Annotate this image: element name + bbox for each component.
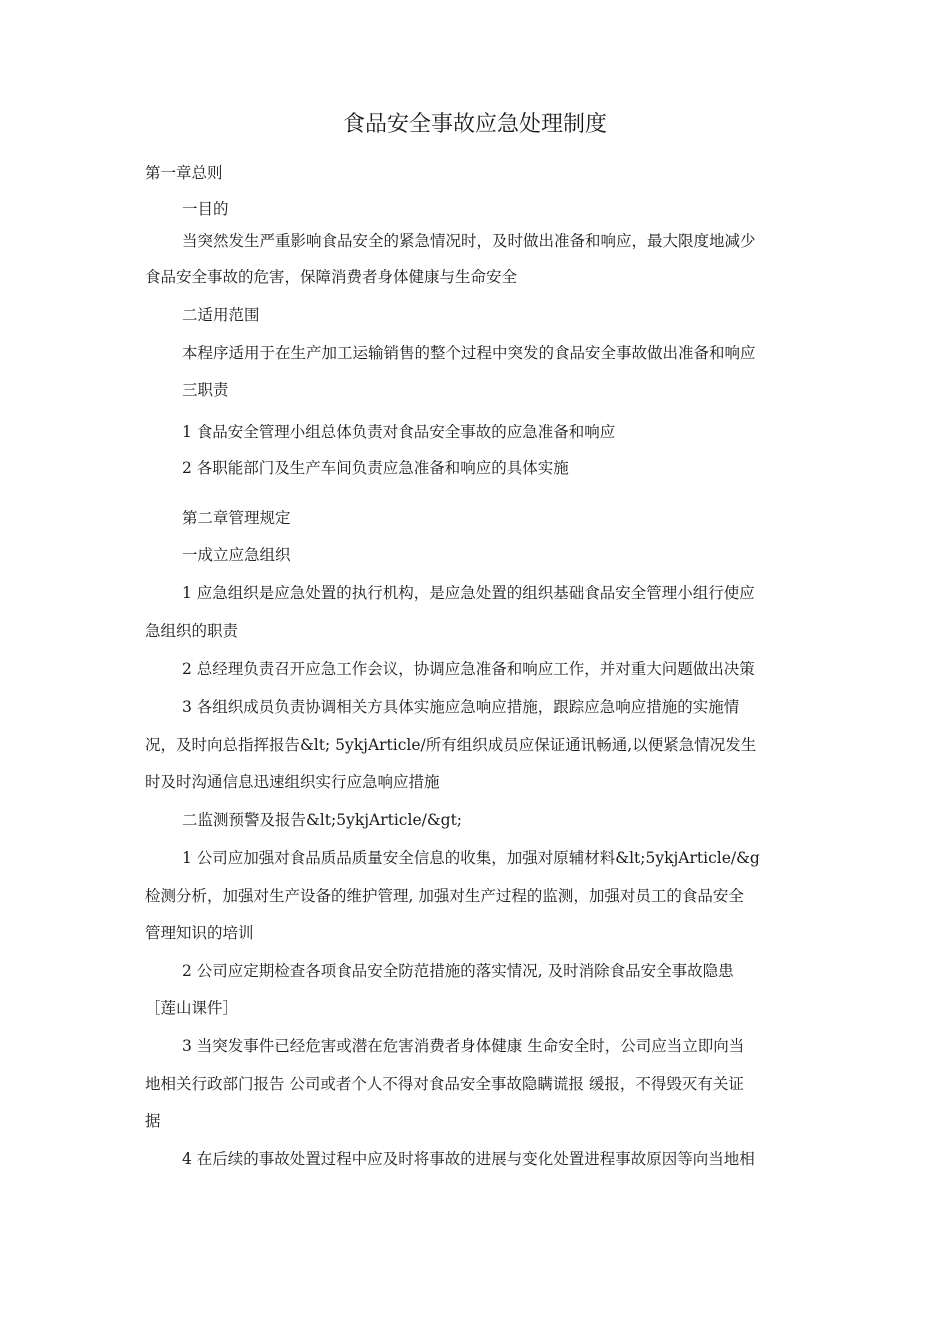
- paragraph-line: 2 公司应定期检查各项食品安全防范措施的落实情况, 及时消除食品安全事故隐患: [182, 962, 734, 980]
- chapter-heading: 第一章总则: [145, 164, 223, 182]
- paragraph-line: 1 公司应加强对食品质品质量安全信息的收集，加强对原辅材料&lt;5ykjArticle/&g: [182, 849, 760, 867]
- paragraph-line: 1 应急组织是应急处置的执行机构，是应急处置的组织基础食品安全管理小组行使应: [182, 584, 755, 602]
- paragraph-line: 当突然发生严重影响食品安全的紧急情况时，及时做出准备和响应，最大限度地减少: [182, 232, 756, 250]
- section-heading: 二适用范围: [182, 306, 260, 324]
- paragraph-line: 食品安全事故的危害，保障消费者身体健康与生命安全: [145, 268, 518, 286]
- section-heading: 二监测预警及报告&lt;5ykjArticle/&gt;: [182, 811, 463, 829]
- paragraph-line: 本程序适用于在生产加工运输销售的整个过程中突发的食品安全事故做出准备和响应: [182, 344, 756, 362]
- paragraph-line: 3 当突发事件已经危害或潜在危害消费者身体健康 生命安全时，公司应当立即向当: [182, 1037, 745, 1055]
- section-heading: 三职责: [182, 381, 229, 399]
- paragraph-line: 地相关行政部门报告 公司或者个人不得对食品安全事故隐瞒谎报 缓报，不得毁灭有关证: [145, 1075, 744, 1093]
- paragraph-line: 况，及时向总指挥报告&lt; 5ykjArticle/所有组织成员应保证通讯畅通,以便紧急情况发生: [145, 736, 757, 754]
- paragraph-line: 2 各职能部门及生产车间负责应急准备和响应的具体实施: [182, 459, 569, 477]
- document-title: 食品安全事故应急处理制度: [342, 112, 607, 137]
- paragraph-line: 时及时沟通信息迅速组织实行应急响应措施: [145, 773, 440, 791]
- paragraph-line: ［莲山课件］: [145, 999, 239, 1017]
- chapter-heading: 第二章管理规定: [182, 509, 291, 527]
- paragraph-line: 4 在后续的事故处置过程中应及时将事故的进展与变化处置进程事故原因等向当地相: [182, 1150, 755, 1168]
- paragraph-line: 检测分析，加强对生产设备的维护管理, 加强对生产过程的监测，加强对员工的食品安全: [145, 887, 744, 905]
- paragraph-line: 2 总经理负责召开应急工作会议，协调应急准备和响应工作，并对重大问题做出决策: [182, 660, 755, 678]
- section-heading: 一目的: [182, 200, 229, 218]
- paragraph-line: 据: [145, 1112, 161, 1130]
- section-heading: 一成立应急组织: [182, 546, 291, 564]
- paragraph-line: 急组织的职责: [145, 622, 239, 640]
- paragraph-line: 1 食品安全管理小组总体负责对食品安全事故的应急准备和响应: [182, 423, 616, 441]
- paragraph-line: 管理知识的培训: [145, 924, 254, 942]
- paragraph-line: 3 各组织成员负责协调相关方具体实施应急响应措施，跟踪应急响应措施的实施情: [182, 698, 740, 716]
